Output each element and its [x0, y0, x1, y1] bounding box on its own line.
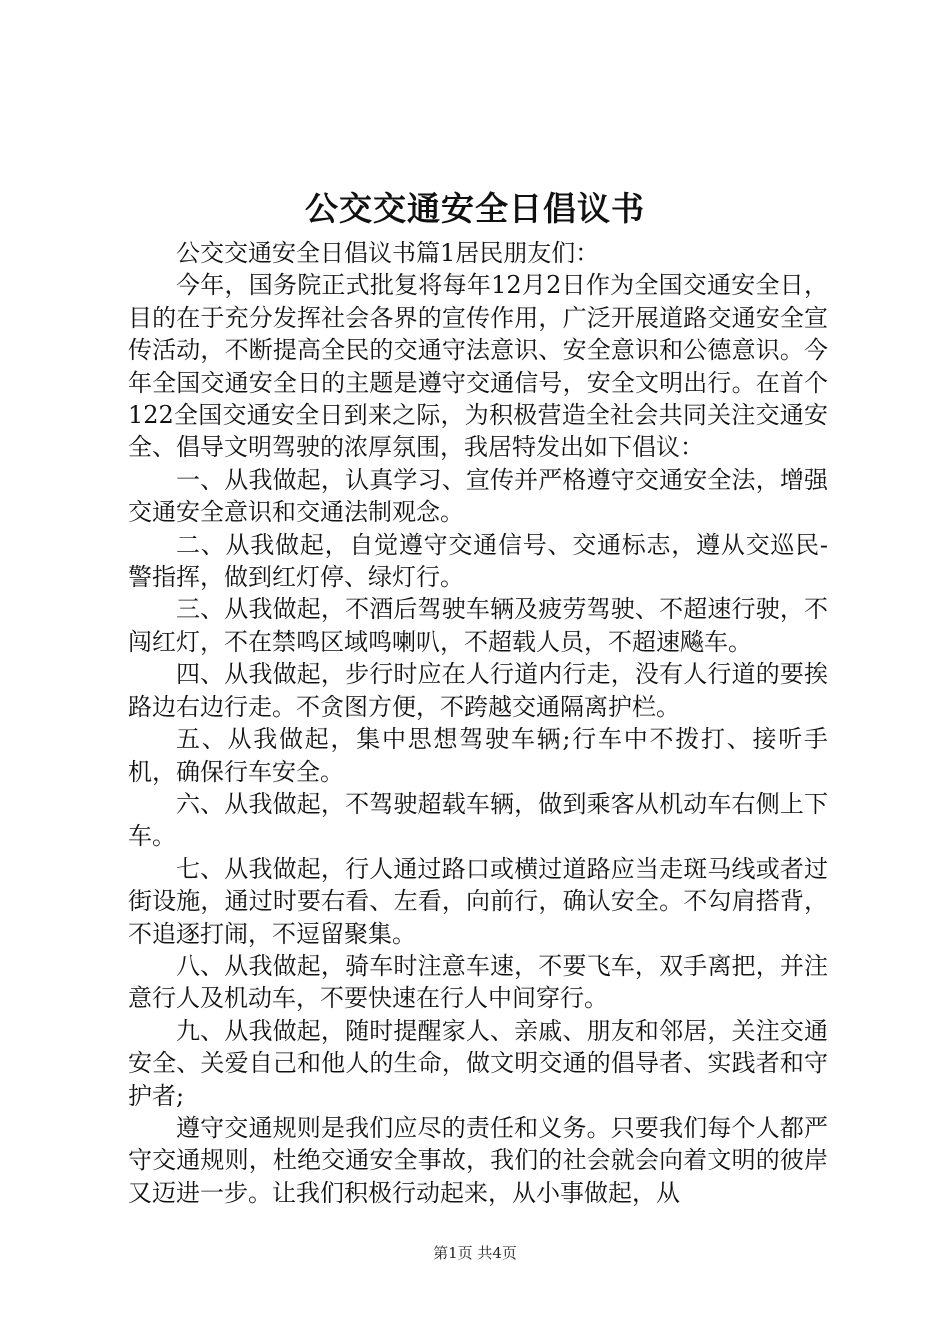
paragraph-item-9: 九、从我做起，随时提醒家人、亲戚、朋友和邻居，关注交通安全、关爱自己和他人的生命，做文明交通的倡导者、实践者和守护者;: [128, 1016, 828, 1110]
paragraph-item-7: 七、从我做起，行人通过路口或横过道路应当走斑马线或者过街设施，通过时要右看、左看，向前行，确认安全。不勾肩搭背，不追逐打闹，不逗留聚集。: [128, 854, 828, 948]
paragraph-item-6: 六、从我做起，不驾驶超载车辆，做到乘客从机动车右侧上下车。: [128, 789, 828, 851]
paragraph-item-1: 一、从我做起，认真学习、宣传并严格遵守交通安全法，增强交通安全意识和交通法制观念。: [128, 465, 828, 527]
page-footer: 第1页 共4页: [433, 1244, 517, 1262]
paragraph-item-3: 三、从我做起，不酒后驾驶车辆及疲劳驾驶、不超速行驶，不闯红灯，不在禁鸣区域鸣喇叭，不超载人员，不超速飚车。: [128, 595, 828, 656]
paragraph-item-4: 四、从我做起，步行时应在人行道内行走，没有人行道的要挨路边右边行走。不贪图方便，不跨越交通隔离护栏。: [128, 660, 828, 721]
paragraph-item-8: 八、从我做起，骑车时注意车速，不要飞车，双手离把，并注意行人及机动车，不要快速在行人中间穿行。: [128, 951, 828, 1013]
paragraph-item-5: 五、从我做起，集中思想驾驶车辆;行车中不拨打、接听手机，确保行车安全。: [128, 725, 828, 786]
paragraph-item-2: 二、从我做起，自觉遵守交通信号、交通标志，遵从交巡民-警指挥，做到红灯停、绿灯行。: [128, 530, 828, 592]
paragraph-closing: 遵守交通规则是我们应尽的责任和义务。只要我们每个人都严守交通规则，杜绝交通安全事故，我们的社会就会向着文明的彼岸又迈进一步。让我们积极行动起来，从小事做起，从: [128, 1113, 828, 1207]
paragraph-intro: 今年，国务院正式批复将每年12月2日作为全国交通安全日，目的在于充分发挥社会各界的宣传作用，广泛开展道路交通安全宣传活动，不断提高全民的交通守法意识、安全意识和公德意识。今年全国交通安全日的主题是遵守交通信号，安全文明出行。在首个122全国交通安全日到来之际，为积极营造全社会共同关注交通安全、倡导文明驾驶的浓厚氛围，我居特发出如下倡议：: [128, 271, 828, 462]
document-body: [128, 237, 828, 1209]
document-title: 公交交通安全日倡议书: [305, 189, 645, 228]
paragraph-salutation: 公交交通安全日倡议书篇1居民朋友们：: [176, 239, 600, 267]
